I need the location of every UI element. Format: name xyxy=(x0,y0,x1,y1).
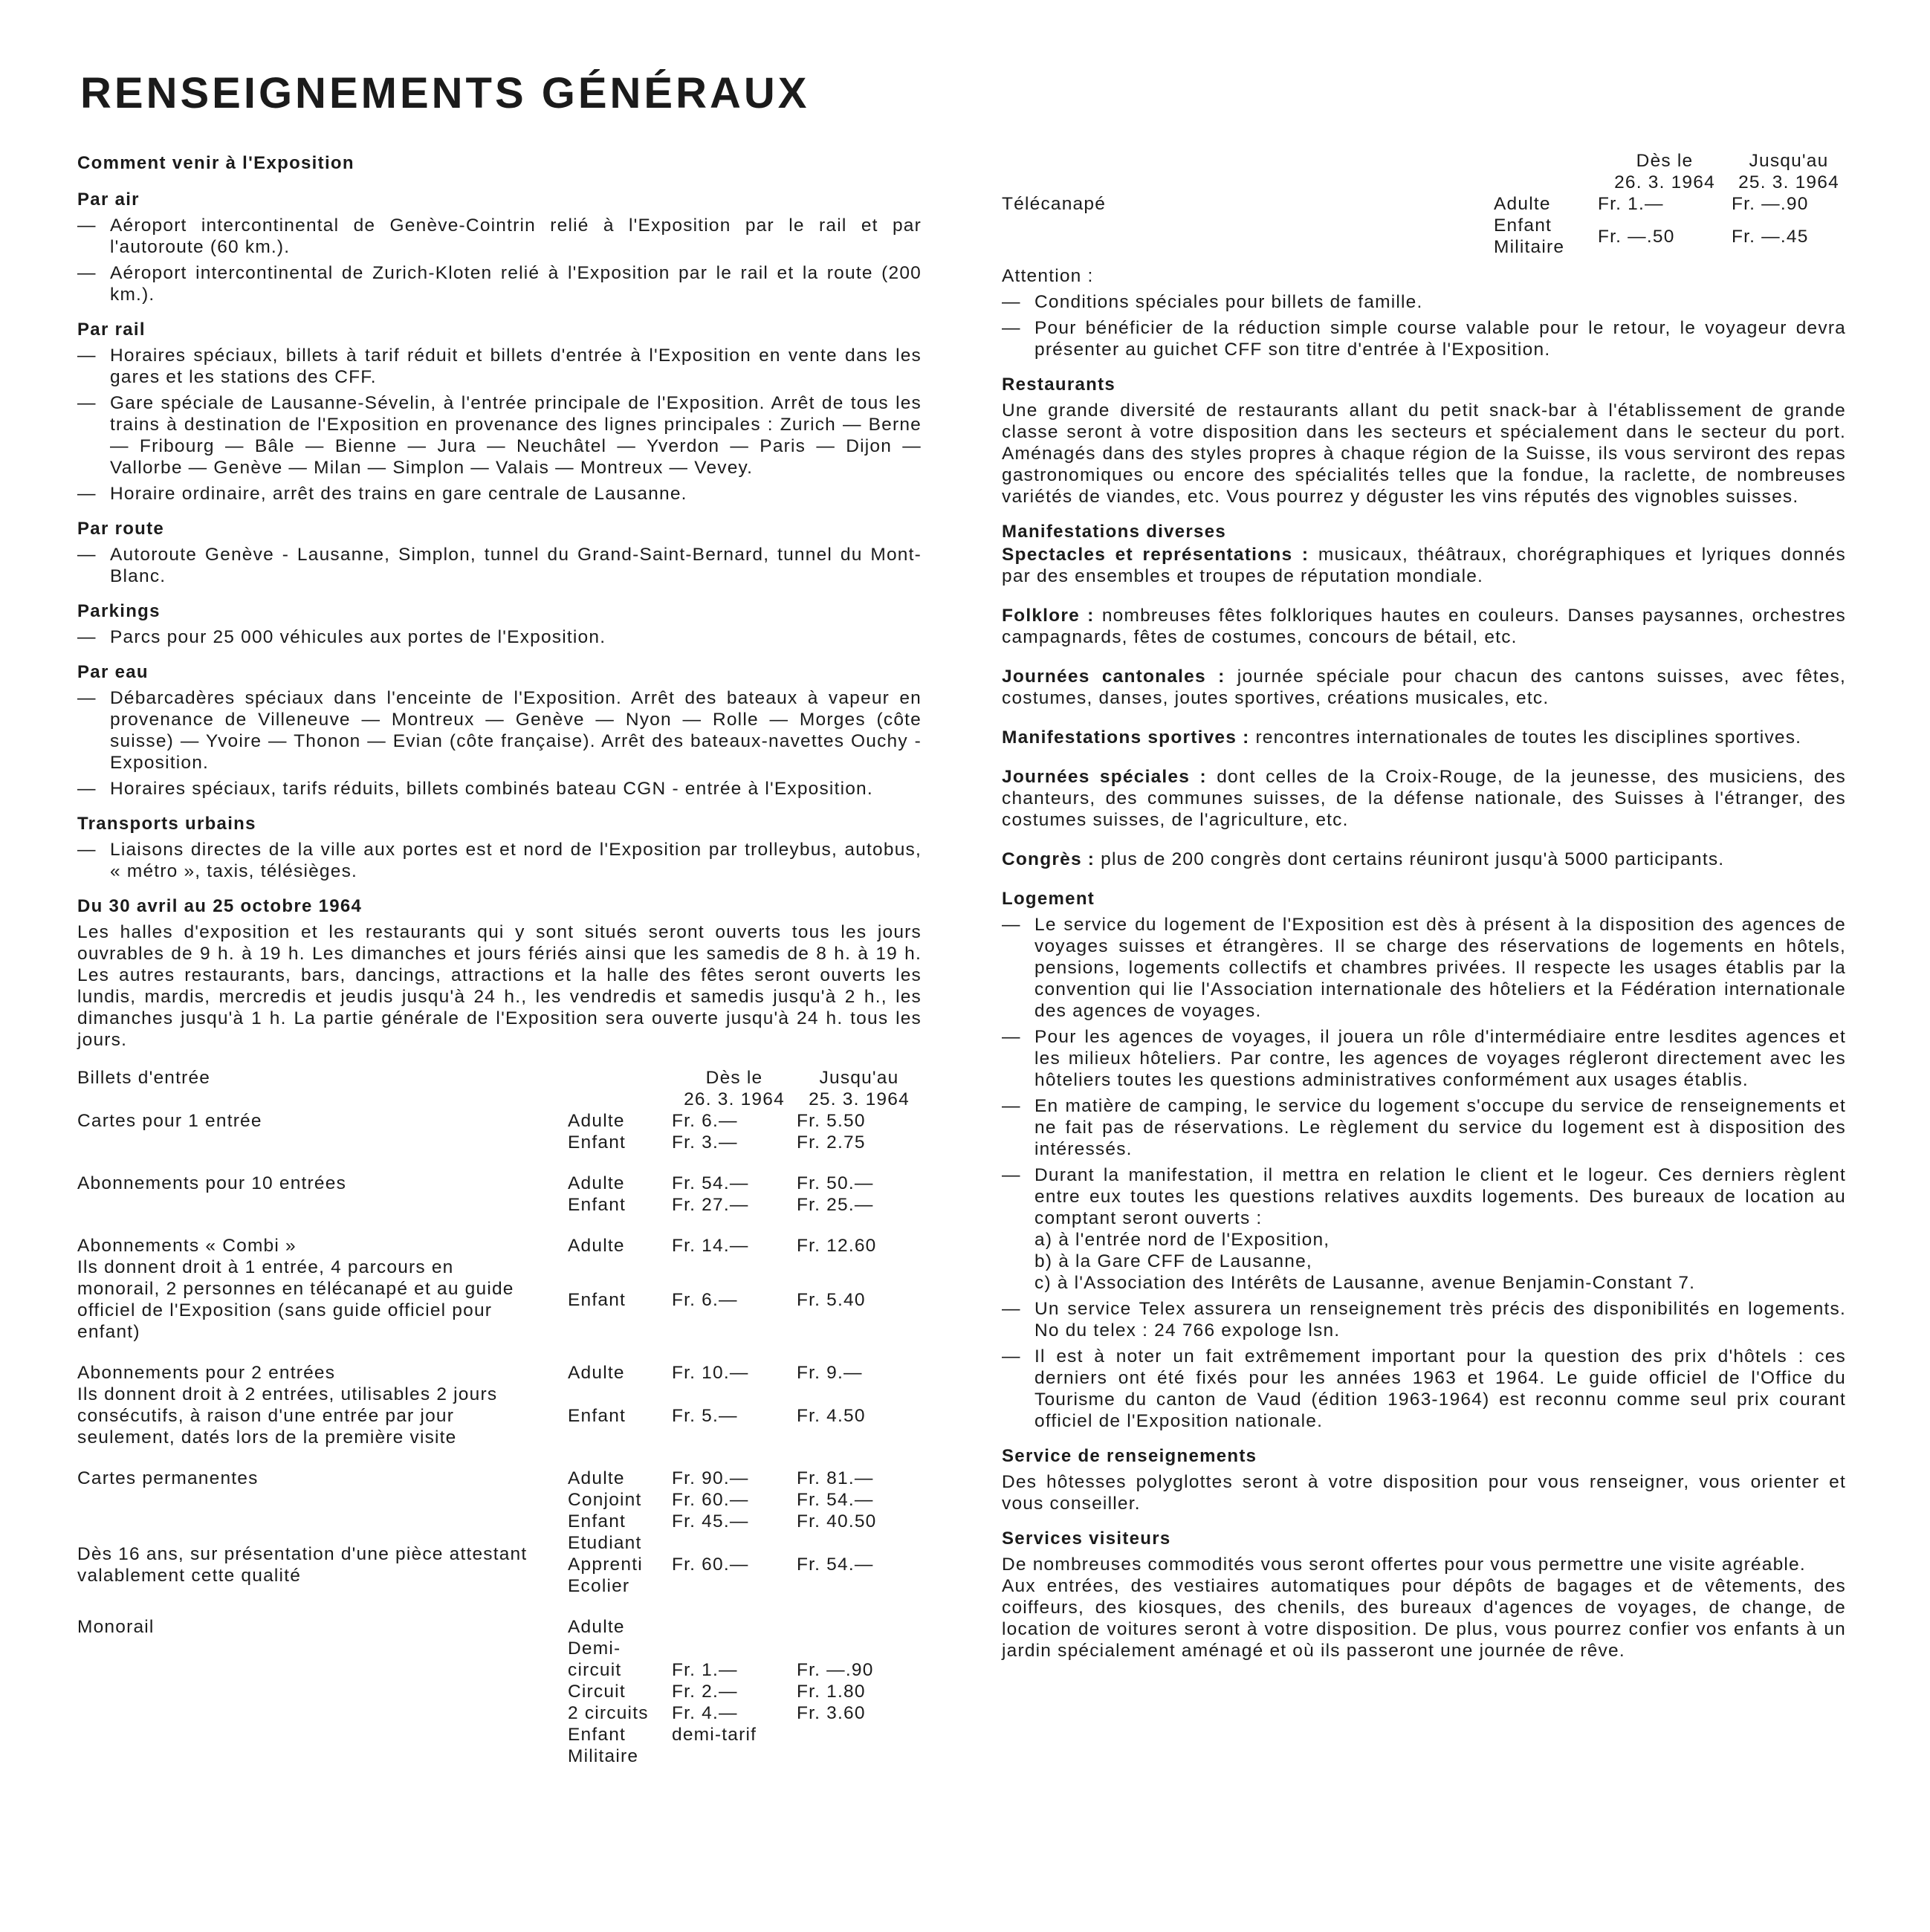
par-eau-section xyxy=(77,661,922,800)
ticket-category: Enfant xyxy=(568,1406,626,1426)
manifestation-label: Folklore : xyxy=(1002,606,1095,626)
manifestation-label: Congrès : xyxy=(1002,849,1095,869)
list-item: — Horaire ordinaire, arrêt des trains en gare centrale de Lausanne. xyxy=(77,484,687,504)
ticket-label: Dès 16 ans, sur présentation d'une pièce attestant valablement cette qualité xyxy=(77,1543,528,1586)
ticket-price: Fr. 5.— xyxy=(672,1406,738,1426)
ticket-category: Militaire xyxy=(568,1746,639,1766)
par-air-section xyxy=(77,189,922,305)
ticket-category: 2 circuits xyxy=(568,1703,649,1723)
manifestation-text: musicaux, théâtraux, chorégraphiques et lyriques donnés par des ensembles et troupes de réputation mondiale. xyxy=(1002,545,1846,586)
list-item: — Un service Telex assurera un renseignement très précis des disponibilités en logements. No du telex : 24 766 expologe lsn. xyxy=(1002,1299,1846,1341)
ticket-price: Fr. 81.— xyxy=(797,1468,874,1488)
col-header-from: Dès le 26. 3. 1964 xyxy=(684,1068,785,1109)
list-item: — Aéroport intercontinental de Genève-Cointrin relié à l'Exposition par le rail et par l'autoroute (60 km.). xyxy=(77,215,922,257)
row-spacer xyxy=(77,1597,922,1616)
left-column xyxy=(77,152,922,1780)
par-rail-heading: Par rail xyxy=(77,320,146,340)
ticket-price: Fr. 25.— xyxy=(797,1195,874,1215)
ticket-price: Fr. 27.— xyxy=(672,1195,749,1215)
ticket-price xyxy=(797,1575,922,1597)
ticket-label-cell xyxy=(77,1362,568,1448)
ticket-category: Demi- xyxy=(568,1638,621,1659)
ticket-price: Fr. 10.— xyxy=(672,1363,749,1383)
ticket-category: Enfant xyxy=(568,1195,626,1215)
ticket-category: Enfant xyxy=(568,1725,626,1745)
col-header-until: Jusqu'au 25. 3. 1964 xyxy=(809,1068,910,1109)
list-item: — Parcs pour 25 000 véhicules aux portes de l'Exposition. xyxy=(77,627,606,647)
list-item: — Horaires spéciaux, tarifs réduits, billets combinés bateau CGN - entrée à l'Exposition. xyxy=(77,779,873,799)
ticket-price xyxy=(797,1638,922,1659)
ticket-price xyxy=(797,1724,922,1745)
ticket-price: Fr. 6.— xyxy=(672,1111,738,1131)
logement-heading: Logement xyxy=(1002,889,1095,909)
services-visiteurs-section: Services visiteurs De nombreuses commodités vous seront offertes pour vous permettre une visite agréable. Aux entrées, des vestiaires automatiques pour dépôts de bagages et de vêtements, des coiffeurs, des kiosques, des chenils, des bureaux d'agences de voyages, de change, de location de voitures seront à votre disposition. De plus, vous pourrez confier vos enfants à un jardin spécialement aménagé et où ils passeront une journée de rêve. xyxy=(1002,1529,1846,1661)
parkings-section xyxy=(77,600,922,648)
ticket-category: Adulte xyxy=(568,1617,625,1637)
list-item: — Pour les agences de voyages, il jouera un rôle d'intermédiaire entre lesdites agences et les milieux hôteliers. Par contre, les agences de voyages régleront directement avec les hôteliers toutes les questions administratives conformément aux usages établis. xyxy=(1002,1027,1846,1090)
ticket-label-cell xyxy=(77,1532,568,1597)
ticket-price: Fr. 4.— xyxy=(672,1703,738,1723)
ticket-category: Etudiant xyxy=(568,1533,642,1553)
sub-list-item: a) à l'entrée nord de l'Exposition, xyxy=(1034,1230,1330,1250)
ticket-label: Monorail xyxy=(77,1617,155,1637)
table-row: Enfant xyxy=(1494,215,1552,236)
ticket-label-cell xyxy=(77,1468,568,1532)
ticket-price: Fr. 54.— xyxy=(797,1490,874,1510)
list-item: — En matière de camping, le service du logement s'occupe du service de renseignements et ne fait pas de réservations. Le règlement du service du logement est à disposition des intéressés. xyxy=(1002,1096,1846,1159)
table-row xyxy=(77,1468,922,1489)
ticket-label-cell xyxy=(77,1173,568,1216)
par-air-heading: Par air xyxy=(77,189,140,210)
attention-heading: Attention : xyxy=(1002,266,1094,286)
par-route-section xyxy=(77,518,922,587)
ticket-category: Conjoint xyxy=(568,1490,642,1510)
ticket-category: Circuit xyxy=(568,1682,626,1702)
ticket-price: Fr. 90.— xyxy=(672,1468,749,1488)
ticket-category: circuit xyxy=(568,1660,622,1680)
list-item: — Le service du logement de l'Exposition est dès à présent à la disposition des agences de voyages suisses et étrangères. Il se charge des réservations de logements en hôtels, pensions, logements collectifs et chambres privées. Il respecte les usages établis par la convention qui lie l'Association internationale des hôteliers et la Fédération internationale des agences de voyages. xyxy=(1002,915,1846,1021)
service-renseignements-heading: Service de renseignements xyxy=(1002,1446,1257,1466)
ticket-label: Abonnements « Combi » xyxy=(77,1236,297,1256)
ticket-price: Fr. 45.— xyxy=(672,1511,749,1531)
row-spacer xyxy=(77,1343,922,1362)
ticket-category: Adulte xyxy=(568,1111,625,1131)
ticket-price: Fr. 9.— xyxy=(797,1363,863,1383)
ticket-price xyxy=(672,1745,797,1767)
ticket-category: Enfant xyxy=(568,1511,626,1531)
ticket-category: Adulte xyxy=(568,1236,625,1256)
table-row xyxy=(77,1235,922,1289)
billets-heading: Billets d'entrée xyxy=(77,1068,211,1088)
ticket-price xyxy=(672,1532,797,1554)
manifestation-text: plus de 200 congrès dont certains réuniront jusqu'à 5000 participants. xyxy=(1095,849,1725,869)
manifestation-entry xyxy=(1002,605,1846,648)
ticket-price: Fr. 6.— xyxy=(672,1289,738,1310)
ticket-price: Fr. —.90 xyxy=(797,1660,874,1680)
manifestation-entry xyxy=(1002,849,1846,870)
ticket-category: Adulte xyxy=(568,1468,625,1488)
manifestation-text: journée spéciale pour chacun des cantons suisses, avec fêtes, costumes, danses, joutes sportives, créations musicales, etc. xyxy=(1002,667,1846,708)
ticket-price xyxy=(672,1616,797,1638)
sub-list-item: b) à la Gare CFF de Lausanne, xyxy=(1034,1251,1312,1271)
table-row: Télécanapé Adulte Fr. 1.— Fr. —.90 xyxy=(1002,194,1809,214)
par-rail-section xyxy=(77,319,922,505)
service-renseignements-section: Service de renseignements Des hôtesses polyglottes seront à votre disposition pour vous renseigner, vous orienter et vous conseiller. xyxy=(1002,1446,1846,1514)
table-row xyxy=(77,1173,922,1194)
manifestation-label: Spectacles et représentations : xyxy=(1002,545,1309,565)
list-item: — Conditions spéciales pour billets de famille. xyxy=(1002,292,1423,312)
par-eau-heading: Par eau xyxy=(77,662,149,682)
ticket-price: Fr. 40.50 xyxy=(797,1511,877,1531)
col-header-from: Dès le 26. 3. 1964 xyxy=(1614,151,1715,192)
transports-heading: Transports urbains xyxy=(77,814,256,834)
ticket-price: Fr. 3.60 xyxy=(797,1703,866,1723)
ticket-price: Fr. 50.— xyxy=(797,1173,874,1193)
manifestations-heading: Manifestations diverses xyxy=(1002,522,1226,542)
table-row xyxy=(77,1532,922,1554)
logement-section xyxy=(1002,888,1846,1432)
ticket-price xyxy=(797,1745,922,1767)
ticket-price: Fr. 60.— xyxy=(672,1490,749,1510)
manifestation-text: dont celles de la Croix-Rouge, de la jeunesse, des musiciens, des chanteurs, des communes suisses, de la défense nationale, des Suisses à l'étranger, des costumes suisses, de l'agriculture, etc. xyxy=(1002,767,1846,830)
row-spacer xyxy=(77,1153,922,1173)
sub-list-item: c) à l'Association des Intérêts de Lausanne, avenue Benjamin-Constant 7. xyxy=(1034,1273,1696,1293)
list-item: — Durant la manifestation, il mettra en relation le client et le logeur. Ces derniers règlent entre eux toutes les questions relatives auxdits logements. Des bureaux de location au comptant seront ouverts : xyxy=(1002,1165,1846,1228)
ticket-label: Abonnements pour 10 entrées xyxy=(77,1173,347,1193)
dates-heading: Du 30 avril au 25 octobre 1964 xyxy=(77,896,363,916)
attention-section xyxy=(1002,265,1846,360)
ticket-price: Fr. 60.— xyxy=(672,1555,749,1575)
table-row: Militaire Fr. —.50 Fr. —.45 xyxy=(1494,227,1809,257)
list-item: — Autoroute Genève - Lausanne, Simplon, tunnel du Grand-Saint-Bernard, tunnel du Mont-Blanc. xyxy=(77,545,922,586)
ticket-price: Fr. 54.— xyxy=(797,1555,874,1575)
ticket-label-cell xyxy=(77,1110,568,1153)
row-spacer xyxy=(77,1448,922,1468)
dates-text: Les halles d'exposition et les restaurants qui y sont situés seront ouverts tous les jours ouvrables de 9 h. à 19 h. Les dimanches et jours fériés ainsi que les samedis de 8 h. à 19 h. Les autres restaurants, bars, dancings, attractions et la halle des fêtes seront ouverts les lundis, mardis, mercredis et jeudis jusqu'à 24 h., les vendredis et samedis jusqu'à 2 h., les dimanches jusqu'à 1 h. La partie générale de l'Exposition sera ouverte jusqu'à 24 h. tous les jours. xyxy=(77,922,922,1050)
list-item: — Horaires spéciaux, billets à tarif réduit et billets d'entrée à l'Exposition en vente dans les gares et les stations des CFF. xyxy=(77,346,922,387)
comment-venir-heading: Comment venir à l'Exposition xyxy=(77,153,354,173)
ticket-price: Fr. 5.40 xyxy=(797,1289,866,1310)
list-item: — Liaisons directes de la ville aux portes est et nord de l'Exposition par trolleybus, autobus, « métro », taxis, télésièges. xyxy=(77,840,922,881)
ticket-price: Fr. 2.75 xyxy=(797,1132,866,1153)
par-route-heading: Par route xyxy=(77,519,165,539)
list-item: — Pour bénéficier de la réduction simple course valable pour le retour, le voyageur devra présenter au guichet CFF son titre d'entrée à l'Exposition. xyxy=(1002,318,1846,360)
manifestation-text: rencontres internationales de toutes les disciplines sportives. xyxy=(1249,727,1802,748)
transports-section xyxy=(77,813,922,882)
ticket-price: Fr. 2.— xyxy=(672,1682,738,1702)
ticket-price: Fr. 1.— xyxy=(672,1660,738,1680)
ticket-price xyxy=(797,1532,922,1554)
ticket-price: Fr. 14.— xyxy=(672,1236,749,1256)
list-item: — Débarcadères spéciaux dans l'enceinte de l'Exposition. Arrêt des bateaux à vapeur en provenance de Villeneuve — Montreux — Genève — Nyon — Rolle — Morges (côte suisse) — Yvoire — Thonon — Evian (côte française). Arrêt des bateaux-navettes Ouchy - Exposition. xyxy=(77,688,922,773)
manifestation-label: Journées cantonales : xyxy=(1002,667,1225,687)
ticket-note: Ils donnent droit à 1 entrée, 4 parcours en monorail, 2 personnes en télécanapé et au guide officiel de l'Exposition (sans guide officiel pour enfant) xyxy=(77,1257,514,1342)
ticket-price: demi-tarif xyxy=(672,1725,757,1745)
row-spacer xyxy=(77,1216,922,1235)
ticket-label: Abonnements pour 2 entrées xyxy=(77,1363,336,1383)
services-visiteurs-heading: Services visiteurs xyxy=(1002,1529,1171,1549)
table-row xyxy=(77,1362,922,1405)
manifestation-entry xyxy=(1002,727,1846,748)
ticket-price: Fr. 4.50 xyxy=(797,1406,866,1426)
ticket-category: Enfant xyxy=(568,1132,626,1153)
manifestation-label: Manifestations sportives : xyxy=(1002,727,1250,748)
ticket-category: Adulte xyxy=(568,1363,625,1383)
ticket-category: Enfant xyxy=(568,1289,626,1310)
manifestation-entry xyxy=(1002,666,1846,709)
manifestation-entry xyxy=(1002,544,1846,587)
ticket-price: Fr. 5.50 xyxy=(797,1111,866,1131)
telecanape-table xyxy=(1002,150,1846,258)
ticket-price: Fr. 54.— xyxy=(672,1173,749,1193)
dates-section xyxy=(77,895,922,1051)
ticket-price xyxy=(797,1616,922,1638)
ticket-label: Cartes permanentes xyxy=(77,1468,259,1488)
table-row xyxy=(77,1616,922,1638)
ticket-label-cell xyxy=(77,1235,568,1343)
ticket-category: Apprenti xyxy=(568,1555,643,1575)
ticket-label-cell xyxy=(77,1616,568,1767)
list-item: — Aéroport intercontinental de Zurich-Kloten relié à l'Exposition par le rail et la route (200 km.). xyxy=(77,263,922,305)
manifestation-label: Journées spéciales : xyxy=(1002,767,1207,787)
ticket-price: Fr. 1.80 xyxy=(797,1682,866,1702)
table-row xyxy=(77,1110,922,1132)
list-item: — Il est à noter un fait extrêmement important pour la question des prix d'hôtels : ces derniers ont été fixés pour les années 1963 et 1964. Le guide officiel de l'Office du Tourisme du canton de Vaud (édition 1963-1964) est reconnu comme seul prix courant officiel de l'Exposition nationale. xyxy=(1002,1346,1846,1431)
ticket-category: Adulte xyxy=(568,1173,625,1193)
right-column xyxy=(1002,152,1846,1675)
ticket-price xyxy=(672,1638,797,1659)
ticket-price: Fr. 3.— xyxy=(672,1132,738,1153)
telecanape-label: Télécanapé xyxy=(1002,194,1107,214)
restaurants-heading: Restaurants xyxy=(1002,375,1116,395)
restaurants-section: Restaurants Une grande diversité de restaurants allant du petit snack-bar à l'établissement de grande classe seront à votre disposition dans les secteurs et spécialement dans le secteur du port. Aménagés dans des styles propres à chaque région de la Suisse, ils vous serviront des repas gastronomiques ou encore des spécialités telles que la fondue, la raclette, de nombreuses variétés de viandes, etc. Vous pourrez y déguster les vins réputés des vignobles suisses. xyxy=(1002,375,1846,507)
manifestation-text: nombreuses fêtes folkloriques hautes en couleurs. Danses paysannes, orchestres campagnards, fêtes de costumes, concours de bétail, etc. xyxy=(1002,606,1846,647)
ticket-category: Ecolier xyxy=(568,1576,630,1596)
page-title: RENSEIGNEMENTS GÉNÉRAUX xyxy=(80,69,810,117)
ticket-label: Cartes pour 1 entrée xyxy=(77,1111,262,1131)
col-header-until: Jusqu'au 25. 3. 1964 xyxy=(1738,151,1839,192)
manifestation-entry xyxy=(1002,766,1846,831)
parkings-heading: Parkings xyxy=(77,601,161,621)
ticket-note: Ils donnent droit à 2 entrées, utilisables 2 jours consécutifs, à raison d'une entrée par jour seulement, datés lors de la première visite xyxy=(77,1384,498,1448)
manifestations-section xyxy=(1002,521,1846,870)
billets-section xyxy=(77,1067,922,1767)
ticket-price: Fr. 12.60 xyxy=(797,1236,877,1256)
billets-table xyxy=(77,1067,922,1767)
ticket-price xyxy=(672,1575,797,1597)
list-item: — Gare spéciale de Lausanne-Sévelin, à l'entrée principale de l'Exposition. Arrêt de tous les trains à destination de l'Exposition en provenance des lignes principales : Zurich — Berne — Fribourg — Bâle — Bienne — Jura — Neuchâtel — Yverdon — Paris — Dijon — Vallorbe — Genève — Milan — Simplon — Valais — Montreux — Vevey. xyxy=(77,393,922,478)
